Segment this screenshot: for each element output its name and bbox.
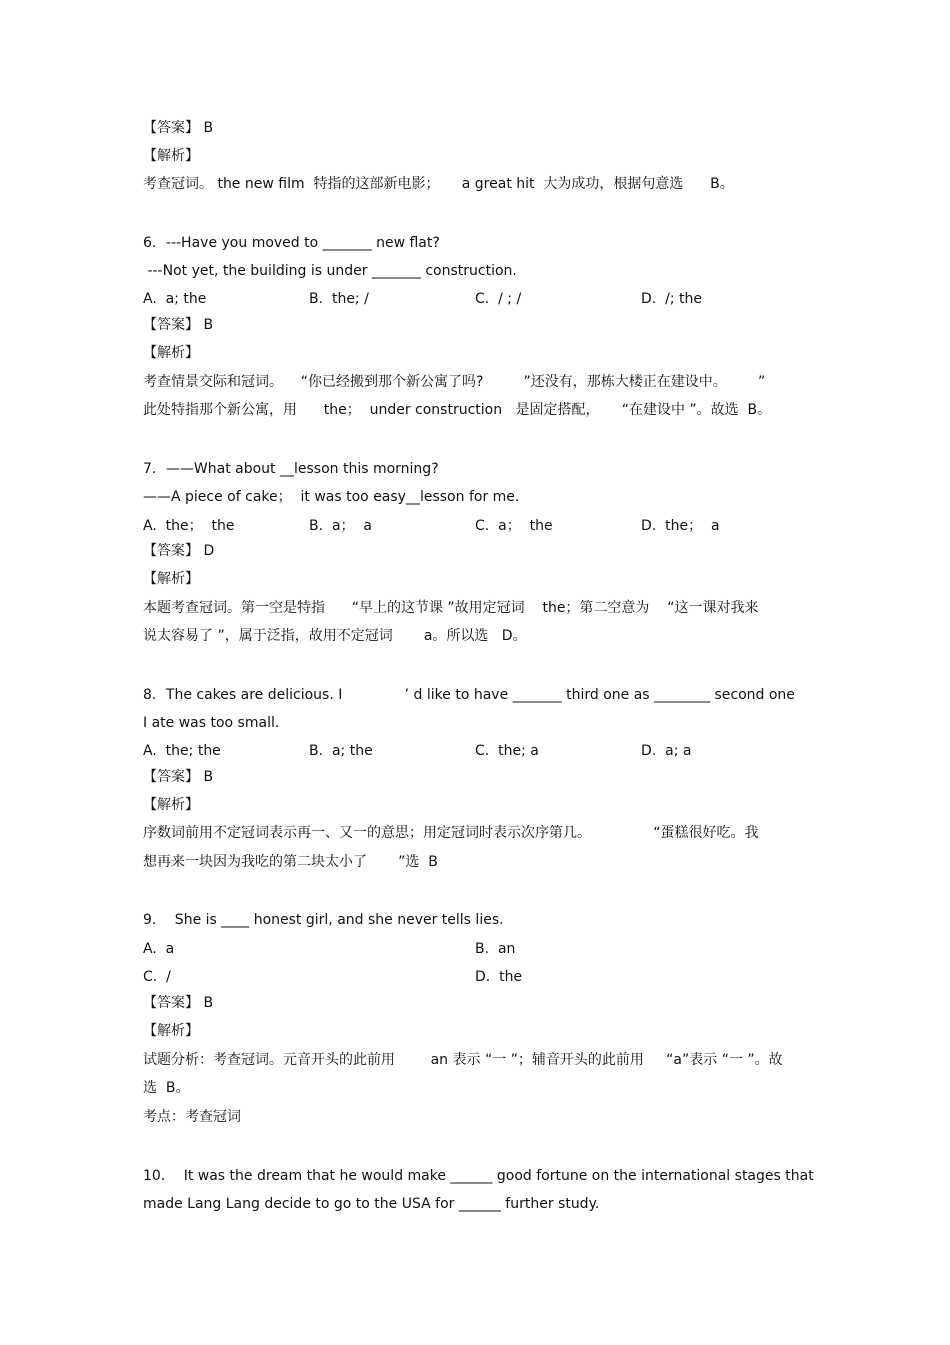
q6-analysis-line-2: 此处特指那个新公寓，用 the； under construction 是固定搭配， “在建设中 ”。故选 B。 xyxy=(143,402,772,418)
q8-option-a: A. the; the xyxy=(143,743,221,759)
q9-kaodian: 考点：考查冠词 xyxy=(143,1109,241,1125)
q6-stem-line-1: 6．---Have you moved to _______ new flat? xyxy=(143,235,440,251)
q8-option-d: D. a; a xyxy=(641,743,692,759)
q6-option-c: C. / ; / xyxy=(475,291,522,307)
q7-analysis-label: 【解析】 xyxy=(143,571,199,587)
q5-analysis-label: 【解析】 xyxy=(143,148,199,164)
q6-option-d: D. /; the xyxy=(641,291,702,307)
q7-option-c: C. a； the xyxy=(475,518,553,534)
q8-answer: 【答案】 B xyxy=(143,769,214,785)
q7-analysis-line-1: 本题考查冠词。第一空是特指 “早上的这节课 ”故用定冠词 the；第二空意为 “这一课对我来 xyxy=(143,600,759,616)
q7-option-a: A. the； the xyxy=(143,518,235,534)
q8-analysis-label: 【解析】 xyxy=(143,797,199,813)
q9-option-a: A. a xyxy=(143,941,175,957)
q6-option-a: A. a; the xyxy=(143,291,207,307)
q6-analysis-line-1: 考查情景交际和冠词。 “你已经搬到那个新公寓了吗? ”还没有，那栋大楼正在建设中。 ” xyxy=(143,374,766,390)
q7-stem-line-1: 7．——What about __lesson this morning? xyxy=(143,461,439,477)
q7-answer: 【答案】 D xyxy=(143,543,215,559)
q9-option-b: B. an xyxy=(475,941,516,957)
q6-stem-line-2: ---Not yet, the building is under _______ construction. xyxy=(143,263,517,279)
q6-answer: 【答案】 B xyxy=(143,317,214,333)
q9-analysis-line-1: 试题分析：考查冠词。元音开头的此前用 an 表示 “一 ”；辅音开头的此前用 “a”表示 “一 ”。故 xyxy=(143,1052,783,1068)
q6-option-b: B. the; / xyxy=(309,291,369,307)
q10-stem-line-1: 10． It was the dream that he would make ______ good fortune on the international stages that xyxy=(143,1168,814,1184)
q9-analysis-label: 【解析】 xyxy=(143,1023,199,1039)
q7-option-b: B. a； a xyxy=(309,518,373,534)
q8-analysis-line-1: 序数词前用不定冠词表示再一、又一的意思；用定冠词时表示次序第几。 “蛋糕很好吃。我 xyxy=(143,825,759,841)
q9-option-c: C. / xyxy=(143,969,171,985)
q6-analysis-label: 【解析】 xyxy=(143,345,199,361)
q7-analysis-line-2: 说太容易了 ”，属于泛指，故用不定冠词 a。所以选 D。 xyxy=(143,628,527,644)
q9-option-d: D. the xyxy=(475,969,523,985)
q5-answer: 【答案】 B xyxy=(143,120,214,136)
q8-option-b: B. a; the xyxy=(309,743,373,759)
q8-stem-line-1: 8．The cakes are delicious. I ’ d like to have _______ third one as ________ second one xyxy=(143,687,795,703)
q8-analysis-line-2: 想再来一块因为我吃的第二块太小了 ”选 B xyxy=(143,854,438,870)
q9-answer: 【答案】 B xyxy=(143,995,214,1011)
q7-option-d: D. the； a xyxy=(641,518,720,534)
q5-analysis: 考查冠词。 the new film 特指的这部新电影； a great hit 大为成功，根据句意选 B。 xyxy=(143,176,734,192)
q9-analysis-line-2: 选 B。 xyxy=(143,1080,190,1096)
q9-stem: 9． She is ____ honest girl, and she never tells lies. xyxy=(143,912,504,928)
q10-stem-line-2: made Lang Lang decide to go to the USA for ______ further study. xyxy=(143,1196,600,1212)
q8-stem-line-2: I ate was too small. xyxy=(143,715,280,731)
q7-stem-line-2: ——A piece of cake； it was too easy__lesson for me. xyxy=(143,489,520,505)
q8-option-c: C. the; a xyxy=(475,743,539,759)
